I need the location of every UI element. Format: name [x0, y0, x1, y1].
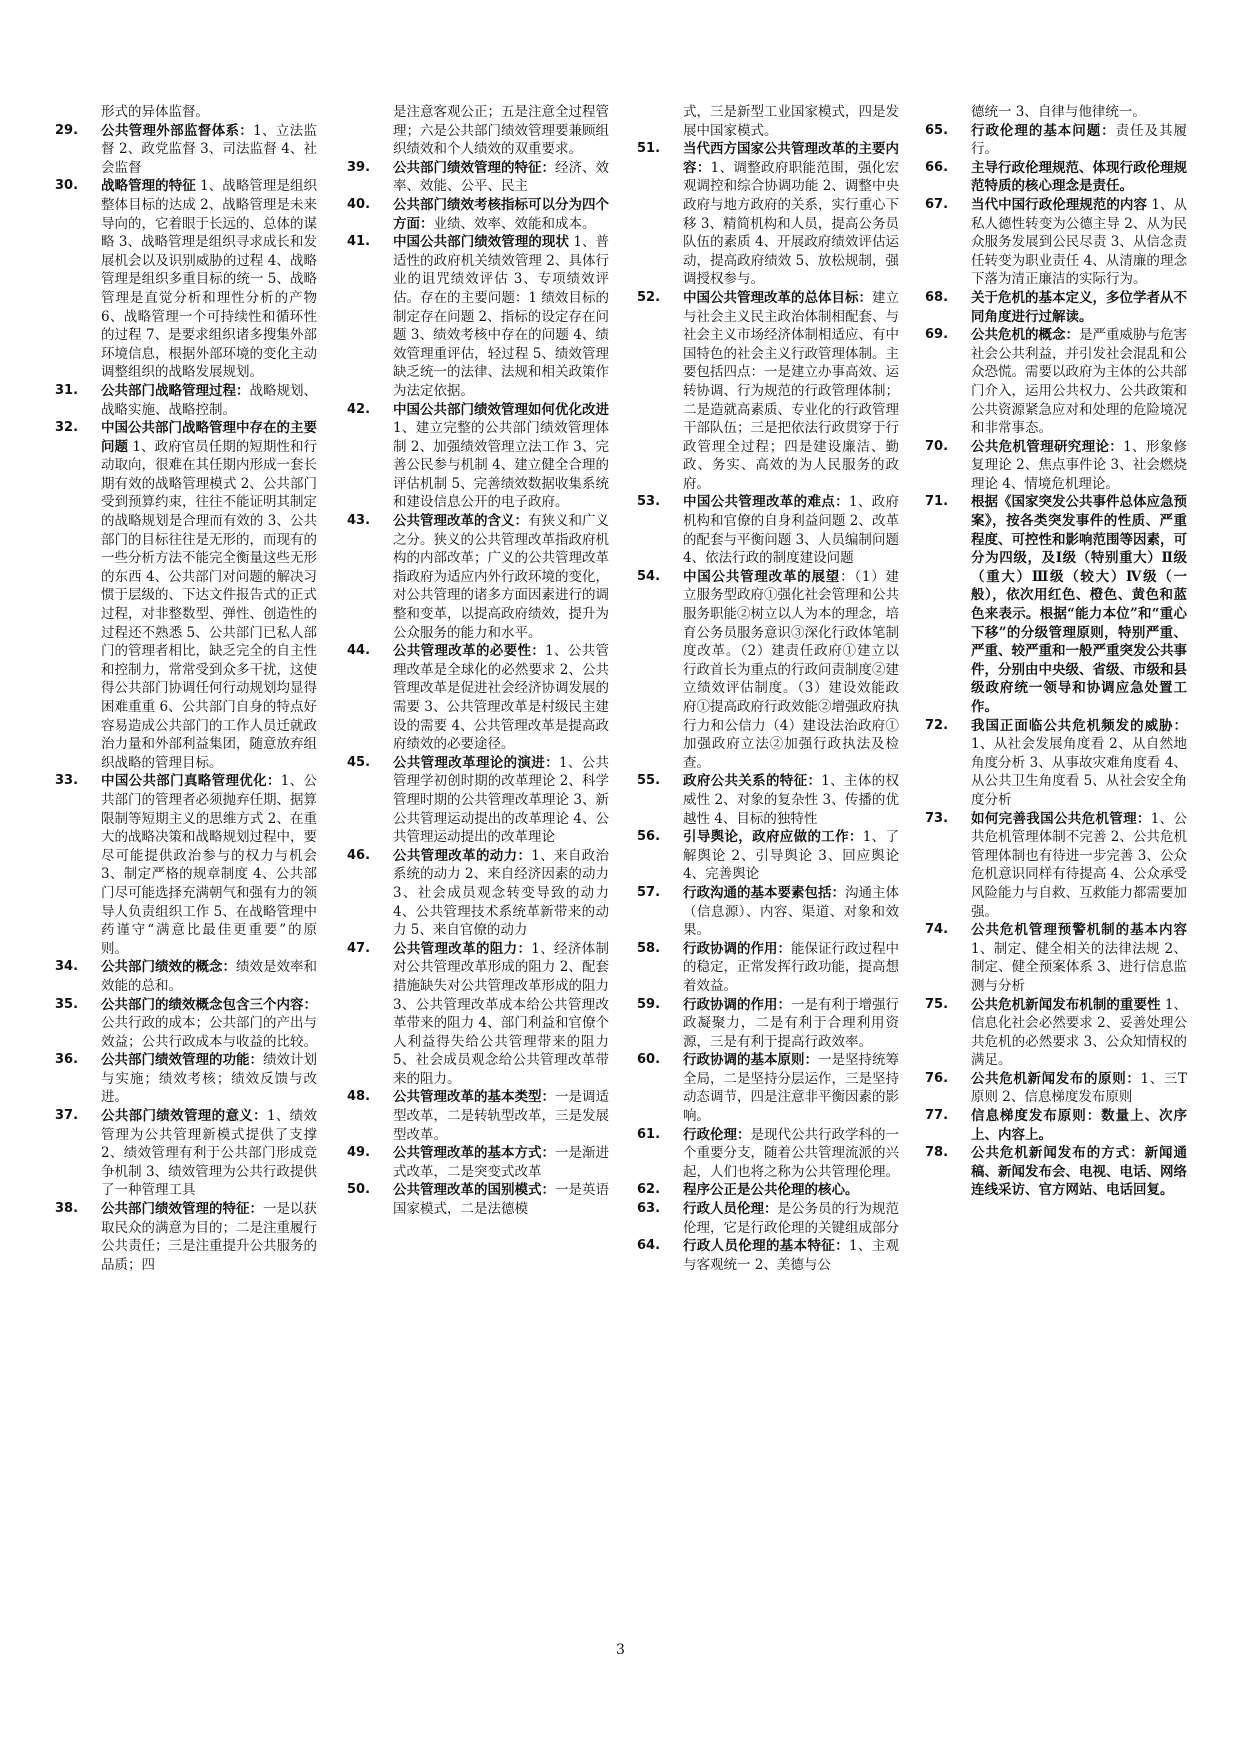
list-item — [925, 1070, 1187, 1107]
item-heading: 公共部门的绩效概念包含三个内容： — [101, 996, 317, 1013]
item-heading: 公共管理改革的国别模式： — [393, 1182, 555, 1199]
item-heading: 公共危机新闻发布的方式：新闻通稿、新闻发布会、电视、电话、网络连线采访、官方网站、电话回复。 — [971, 1145, 1187, 1199]
column-4 — [925, 103, 1187, 1200]
item-body: 公共行政的成本；公共部门的产出与效益；公共行政成本与收益的比较。 — [101, 1015, 317, 1050]
list-item — [637, 828, 899, 884]
item-number: 78. — [925, 1145, 949, 1161]
item-heading: 中国公共管理改革的难点： — [683, 494, 849, 511]
item-body: 一是英语国家模式，二是法德模 — [393, 1182, 609, 1218]
item-number: 40. — [347, 196, 371, 212]
item-content — [683, 1237, 899, 1274]
item-number: 44. — [347, 643, 371, 659]
list-item — [925, 493, 1187, 716]
item-number: 36. — [55, 1052, 79, 1068]
item-number: 64. — [637, 1238, 661, 1254]
item-body: 1、形象修复理论 2、焦点事件论 3、社会燃烧理论 4、情境危机理论。 — [971, 438, 1188, 492]
item-heading: 行政协调的作用： — [683, 996, 791, 1013]
item-number: 29. — [55, 122, 79, 138]
list-item — [925, 159, 1187, 196]
list-item — [925, 996, 1187, 1070]
item-body: 责任及其履行。 — [971, 122, 1188, 158]
list-item — [55, 1200, 317, 1274]
item-content — [683, 1181, 899, 1200]
item-heading: 行政伦理： — [683, 1126, 751, 1143]
item-number: 63. — [637, 1201, 661, 1217]
item-body: 1、普适性的政府机关绩效管理 2、具体行业的诅咒绩效评估 3、专项绩效评估。存在的主要问题：1 绩效目标的制定存在问题 2、指标的设定存在问题 3、绩效考核中存在的问题 4、绩效管理重评估，轻过程 5、绩效管理缺乏统一的法律、法规和相关政策作为法定依据。 — [393, 234, 609, 399]
item-number: 53. — [637, 494, 661, 510]
item-number: 67. — [925, 196, 949, 212]
item-body: 沟通主体（信息源）、内容、渠道、对象和效果。 — [683, 884, 899, 939]
item-content — [393, 642, 609, 754]
item-heading: 主导行政伦理规范、体现行政伦理规范特质的核心理念是责任。 — [971, 159, 1187, 195]
list-item — [347, 512, 609, 642]
list-item — [637, 772, 899, 828]
item-body: 1、主体的权威性 2、对象的复杂性 3、传播的优越性 4、目标的独特性 — [683, 773, 900, 827]
item-number: 76. — [925, 1070, 949, 1086]
list-item — [55, 103, 317, 122]
list-item — [637, 1051, 899, 1125]
item-heading: 公共部门绩效管理的功能： — [101, 1052, 263, 1069]
item-body: 一是调适型改革，二是转轨型改革，三是发展型改革。 — [393, 1089, 609, 1143]
item-content — [971, 289, 1187, 326]
list-item — [55, 772, 317, 958]
item-number: 66. — [925, 159, 949, 175]
item-heading: 公共危机管理预警机制的基本内容 — [971, 922, 1187, 939]
item-body: 1、战略管理是组织整体目标的达成 2、战略管理是未来导向的，它着眼于长远的、总体的谋略 3、战略管理是组织寻求成长和发展机会以及识别威胁的过程 4、战略管理是组织多重目标的统一 5、战略管理是直觉分析和理性分析的产物 6、战略管理一个可持续性和循环性的过程 7、是要求组织诸多搜集外部环境信息，根据外部环境的变化主动调整组织的战略发展规划。 — [101, 178, 318, 381]
item-content — [971, 921, 1187, 995]
item-body: 能保证行政过程中的稳定，正常发挥行政功能，提高想着效益。 — [683, 940, 899, 994]
item-content — [683, 493, 899, 567]
item-number: 50. — [347, 1182, 371, 1198]
item-content — [971, 122, 1187, 159]
list-item — [347, 103, 609, 159]
item-body: 一是有利于增强行政凝聚力，二是有利于合理利用资源，三是有利于提高行政效率。 — [683, 996, 899, 1050]
list-item — [637, 1181, 899, 1200]
item-content — [101, 996, 317, 1052]
item-number: 52. — [637, 289, 661, 305]
item-content — [101, 382, 317, 419]
item-number: 35. — [55, 996, 79, 1012]
item-body: 1、公共危机管理体制不完善 2、公共危机管理体制也有待进一步完善 3、公众危机意识同样有待提高 4、公众承受风险能力与自救、互救能力都需要加强。 — [971, 810, 1188, 920]
item-heading: 公共管理改革的基本类型： — [393, 1089, 555, 1106]
item-content — [393, 1181, 609, 1218]
list-item — [55, 1107, 317, 1200]
item-number: 59. — [637, 996, 661, 1012]
item-body: 1、主观与客观统一 2、美德与公 — [683, 1238, 900, 1273]
item-number: 33. — [55, 773, 79, 789]
item-body: 1、信息化社会必然要求 2、妥善处理公共危机的必然要求 3、公众知情权的满足。 — [971, 996, 1188, 1069]
list-item — [925, 717, 1187, 810]
item-body: 1、立法监督 2、政党监督 3、司法监督 4、社会监督 — [101, 122, 318, 176]
item-body: 是现代公共行政学科的一个重要分支，随着公共管理流派的兴起，人们也将之称为公共管理伦理。 — [683, 1126, 899, 1180]
item-content — [393, 401, 609, 513]
item-heading: 公共管理改革的含义： — [393, 513, 528, 530]
item-body: 1、经济体制对公共管理改革形成的阻力 2、配套措施缺失对公共管理改革形成的阻力 3、公共管理改革成本给公共管理改革带来的阻力 4、部门利益和官僚个人利益得失给公共管理带来的阻力 5、社会成员观念给公共管理改革带来的阻力。 — [393, 940, 610, 1087]
item-content — [971, 1070, 1187, 1107]
item-content — [683, 289, 899, 494]
item-content — [683, 568, 899, 773]
item-heading: 我国正面临公共危机频发的威胁： — [971, 717, 1187, 734]
page-number: 3 — [616, 1642, 625, 1658]
item-content — [683, 884, 899, 940]
item-heading: 战略管理的特征 — [101, 178, 196, 195]
item-content — [393, 1088, 609, 1144]
list-item — [925, 196, 1187, 289]
item-content — [393, 233, 609, 400]
item-heading: 公共部门绩效管理的意义： — [101, 1108, 267, 1125]
item-body: 一是以获取民众的满意为目的；二是注重履行公共责任；三是注重提升公共服务的品质；四 — [101, 1201, 317, 1273]
item-number: 46. — [347, 847, 371, 863]
item-heading: 公共部门战略管理过程： — [101, 382, 250, 399]
item-content — [971, 493, 1187, 716]
list-item — [637, 103, 899, 140]
list-item — [55, 177, 317, 382]
item-number: 30. — [55, 178, 79, 194]
item-content — [393, 196, 609, 233]
item-body: 1、公共管理改革是全球化的必然要求 2、公共管理改革是促进社会经济协调发展的需要 3、公共管理改革是村级民主建设的需要 4、公共管理改革是提高政府绩效的必要途径。 — [393, 643, 610, 753]
list-item — [55, 996, 317, 1052]
list-item — [925, 326, 1187, 438]
item-heading: 当代西方国家公共管理改革的主要内容： — [683, 141, 899, 176]
item-heading: 中国公共部门真略管理优化： — [101, 773, 281, 790]
item-body: 一是渐进式改革，二是突变式改革 — [393, 1145, 609, 1180]
column-3 — [637, 103, 899, 1274]
list-item — [925, 1144, 1187, 1200]
item-number: 60. — [637, 1052, 661, 1068]
item-body: 绩效计划与实施；绩效考核；绩效反馈与改进。 — [101, 1052, 317, 1106]
list-item — [55, 958, 317, 995]
item-number: 31. — [55, 382, 79, 398]
item-body: 1、政府官员任期的短期性和行动取向，很难在其任期内形成一套长期有效的战略管理模式 2、公共部门受到预算约束，往往不能证明其制定的战略规划是合理而有效的 3、公共部门的目标往往是无形的，而现有的一些分析方法不能完全衡量这些无形的东西 4、公共部门对问题的解决习惯于层级的、下达文件报告式的正式过程，对非整数型、弹性、创造性的过程还不熟悉 5、公共部门已私人部门的管理者相比，缺乏完全的自主性和控制力，常常受到众多干扰，这使得公共部门协调任何行动规划均显得困难重重 6、公共部门自身的特点好容易造成公共部门的工作人员迁就政治力量和外部利益集团，随意放弃组织战略的管理目标。 — [101, 438, 317, 771]
item-number: 45. — [347, 754, 371, 770]
item-heading: 中国公共管理改革的总体目标： — [683, 289, 872, 306]
item-number: 51. — [637, 141, 661, 157]
item-body: 1、绩效管理为公共管理新模式提供了支撑 2、绩效管理有利于公共部门形成竞争机制 3、绩效管理为公共行政提供了一种管理工具 — [101, 1108, 318, 1199]
item-number: 48. — [347, 1089, 371, 1105]
list-item — [925, 122, 1187, 159]
item-heading: 引导舆论，政府应做的工作： — [683, 829, 863, 846]
item-content — [971, 103, 1187, 122]
list-item — [347, 940, 609, 1089]
item-heading: 行政沟通的基本要素包括： — [683, 884, 845, 901]
list-item — [637, 568, 899, 773]
item-body: 1、来自政治系统的动力 2、来自经济因素的动力 3、社会成员观念转变导致的动力 4、公共管理技术系统革新带来的动力 5、来自官僚的动力 — [393, 847, 610, 939]
item-content — [393, 159, 609, 196]
item-number: 75. — [925, 996, 949, 1012]
item-body: 1、从社会发展角度看 2、从自然地角度分析 3、从事故灾难角度看 4、从公共卫生角度看 5、从社会安全角度分析 — [971, 736, 1187, 808]
item-content — [101, 103, 317, 122]
list-item — [637, 940, 899, 996]
item-content — [393, 103, 609, 159]
item-heading: 当代中国行政伦理规范的内容 — [971, 196, 1147, 213]
item-body: 1、公共管理学初创时期的改革理论 2、科学管理时期的公共管理改革理论 3、新公共管理运动提出的改革理论 4、公共管理运动提出的改革理论 — [393, 754, 610, 846]
list-item — [347, 196, 609, 233]
item-content — [101, 1200, 317, 1274]
item-content — [393, 940, 609, 1089]
item-number: 57. — [637, 884, 661, 900]
item-body: 式，三是新型工业国家模式，四是发展中国家模式。 — [683, 104, 899, 139]
item-number: 37. — [55, 1108, 79, 1124]
item-number: 39. — [347, 159, 371, 175]
list-item — [55, 1051, 317, 1107]
item-number: 49. — [347, 1145, 371, 1161]
item-content — [101, 1107, 317, 1200]
item-body: 有狭义和广义之分。狭义的公共管理改革指政府机构的内部改革；广义的公共管理改革指政府为适应内外行政环境的变化，对公共管理的诸多方面因素进行的调整和变革，以提高政府绩效，提升为公众服务的能力和水平。 — [393, 513, 609, 641]
item-number: 34. — [55, 959, 79, 975]
item-heading: 信息梯度发布原则：数量上、次序上、内容上。 — [971, 1108, 1187, 1143]
list-item — [637, 140, 899, 289]
item-heading: 行政人员伦理： — [683, 1201, 778, 1218]
list-item — [925, 1107, 1187, 1144]
item-heading: 公共部门绩效管理的特征： — [101, 1201, 263, 1218]
item-heading: 公共部门绩效管理的特征： — [393, 159, 555, 176]
item-content — [971, 1107, 1187, 1144]
item-number: 38. — [55, 1201, 79, 1217]
list-item — [347, 233, 609, 400]
list-item — [637, 493, 899, 567]
item-content — [683, 828, 899, 884]
item-body: 经济、效率、效能、公平、民主 — [393, 159, 609, 195]
item-body: 德统一 3、自律与他律统一。 — [971, 104, 1146, 120]
item-body: 一是坚持统筹全局，二是坚持分层运作，三是坚持动态调节，四是注意非平衡因素的影响。 — [683, 1052, 899, 1125]
list-item — [637, 289, 899, 494]
item-number: 73. — [925, 810, 949, 826]
item-number: 41. — [347, 234, 371, 250]
item-number: 68. — [925, 289, 949, 305]
item-number: 42. — [347, 401, 371, 417]
item-body: 1、调整政府职能范围，强化宏观调控和综合协调功能 2、调整中央政府与地方政府的关系，实行重心下移 3、精简机构和人员，提高公务员队伍的素质 4、开展政府绩效评估运动，提高政府绩效 5、放松规制，强调授权参与。 — [683, 159, 899, 288]
item-content — [971, 810, 1187, 922]
item-body: 业绩、效率、效能和成本。 — [433, 215, 596, 232]
item-heading: 程序公正是公共伦理的核心。 — [683, 1182, 859, 1199]
item-number: 43. — [347, 513, 371, 529]
item-heading: 中国公共管理改革的展望 — [683, 568, 841, 585]
item-body: 1、了解舆论 2、引导舆论 3、回应舆论 4、完善舆论 — [683, 829, 900, 883]
list-item — [347, 1088, 609, 1144]
item-heading: 公共管理改革理论的演进： — [393, 754, 559, 771]
item-content — [971, 438, 1187, 494]
item-heading: 公共危机的概念： — [971, 327, 1079, 344]
item-content — [683, 996, 899, 1052]
item-content — [971, 1144, 1187, 1200]
item-content — [683, 772, 899, 828]
item-heading: 公共管理改革的阻力： — [393, 940, 532, 957]
item-body: 形式的异体监督。 — [101, 104, 209, 120]
item-content — [971, 996, 1187, 1070]
item-heading: 如何完善我国公共危机管理： — [971, 810, 1151, 827]
item-number: 58. — [637, 940, 661, 956]
item-content — [393, 512, 609, 642]
item-content — [101, 122, 317, 178]
item-body: ：（1）建立服务型政府①强化社会管理和公共服务职能②树立以人为本的理念，培育公务员服务意识③深化行政体笔制度改革。（2）建责任政府①建立以行政首长为重点的行政问责制度②建立绩效评估制度。（3）建设效能政府①提高政府行政效能②增强政府执行力和公信力（4）建设法治政府①加强政府立法②加强行政执法及检查。 — [683, 568, 900, 771]
item-heading: 政府公共关系的特征： — [683, 773, 822, 790]
item-heading: 公共部门绩效的概念： — [101, 959, 236, 976]
item-body: 是公务员的行为规范伦理，它是行政伦理的关键组成部分 — [683, 1201, 899, 1236]
item-content — [971, 326, 1187, 438]
item-heading: 公共管理改革的动力： — [393, 847, 532, 864]
item-number: 65. — [925, 122, 949, 138]
item-body: 1、公共部门的管理者必须抛弃任期、据算限制等短期主义的思维方式 2、在重大的战略决策和战略规划过程中，要尽可能提供政治参与的权力与机会 3、制定严格的规章制度 4、公共部门尽可能选择充满朝气和强有力的领导人负责组织工作 5、在战略管理中药谨守“满意比最佳更重要”的原则。 — [101, 773, 318, 957]
item-body: 是严重威胁与危害社会公共利益，并引发社会混乱和公众恐慌。需要以政府为主体的公共部门介入，运用公共权力、公共政策和公共资源紧急应对和处理的危险境况和非常事态。 — [971, 327, 1187, 437]
column-2 — [347, 103, 609, 1219]
item-number: 71. — [925, 494, 949, 510]
list-item — [925, 921, 1187, 995]
list-item — [637, 1237, 899, 1274]
item-number: 69. — [925, 327, 949, 343]
item-body: 绩效是效率和效能的总和。 — [101, 959, 317, 994]
item-content — [101, 772, 317, 958]
list-item — [925, 438, 1187, 494]
list-item — [637, 1200, 899, 1237]
item-body: 1、制定、健全相关的法律法规 2、制定、健全预案体系 3、进行信息监测与分析 — [971, 940, 1187, 994]
item-content — [971, 717, 1187, 810]
item-content — [683, 140, 899, 289]
item-heading: 行政协调的作用： — [683, 940, 791, 957]
item-heading: 关于危机的基本定义，多位学者从不同角度进行过解读。 — [971, 289, 1187, 325]
list-item — [925, 289, 1187, 326]
item-content — [683, 940, 899, 996]
item-body: 战略规划、战略实施、战略控制。 — [101, 382, 317, 418]
list-item — [637, 884, 899, 940]
item-heading: 行政协调的基本原则： — [683, 1052, 818, 1069]
item-heading: 公共管理改革的必要性： — [393, 643, 546, 660]
list-item — [637, 996, 899, 1052]
item-content — [393, 847, 609, 940]
list-item — [347, 754, 609, 847]
item-content — [683, 1126, 899, 1182]
item-body: 1、三T原则 2、信息梯度发布原则 — [971, 1070, 1188, 1106]
list-item — [347, 1181, 609, 1218]
item-heading: 行政伦理的基本问题： — [971, 122, 1116, 139]
item-heading: 公共管理改革的基本方式： — [393, 1145, 555, 1162]
list-item — [637, 1126, 899, 1182]
item-content — [101, 419, 317, 772]
item-content — [683, 103, 899, 140]
item-heading: 中国公共部门战略管理中存在的主要问题 — [101, 420, 317, 455]
item-content — [101, 177, 317, 382]
item-body: 是注意客观公正；五是注意全过程管理；六是公共部门绩效管理要兼顾组织绩效和个人绩效的双重要求。 — [393, 104, 609, 158]
item-number: 62. — [637, 1182, 661, 1198]
item-heading: 根据《国家突发公共事件总体应急预案》，按各类突发事件的性质、严重程度、可控性和影响范围等因素，可分为四级，及Ⅰ级（特别重大）Ⅱ级（重大）Ⅲ级（较大）Ⅳ级（一般），依次用红色、橙色、黄色和蓝色来表示。根据“能力本位”和“重心下移”的分级管理原则，特别严重、严重、较严重和一般严重突发公共事件，分别由中央级、省级、市级和县级政府统一领导和协调应急处置工作。 — [971, 494, 1187, 715]
item-number: 74. — [925, 922, 949, 938]
item-number: 56. — [637, 829, 661, 845]
item-body: 1、政府机构和官僚的自身利益问题 2、改革的配套与平衡问题 3、人员编制问题 4、依法行政的制度建设问题 — [683, 494, 900, 567]
list-item — [55, 419, 317, 772]
item-content — [971, 159, 1187, 196]
item-heading: 行政人员伦理的基本特征： — [683, 1238, 849, 1255]
item-heading: 公共管理外部监督体系： — [101, 122, 254, 139]
item-content — [101, 1051, 317, 1107]
list-item — [347, 642, 609, 754]
item-body: 1、从私人德性转变为公德主导 2、从为民众服务发展到公民尽责 3、从信念责任转变为职业责任 4、从清廉的理念下落为清正廉洁的实际行为。 — [971, 196, 1187, 288]
list-item — [347, 847, 609, 940]
list-item — [55, 382, 317, 419]
item-number: 55. — [637, 773, 661, 789]
item-heading: 公共危机新闻发布的原则： — [971, 1070, 1141, 1087]
item-heading: 公共危机新闻发布机制的重要性 — [971, 996, 1161, 1013]
item-content — [971, 196, 1187, 289]
item-heading: 中国公共部门绩效管理如何优化改进 — [393, 401, 609, 418]
item-number: 61. — [637, 1126, 661, 1142]
list-item — [347, 401, 609, 513]
item-number: 77. — [925, 1108, 949, 1124]
column-1 — [55, 103, 317, 1274]
item-heading: 中国公共部门绩效管理的现状 — [393, 234, 569, 251]
list-item — [347, 1144, 609, 1181]
item-number: 72. — [925, 717, 949, 733]
item-heading: 公共部门绩效考核指标可以分为四个方面： — [393, 196, 609, 232]
list-item — [55, 122, 317, 178]
item-content — [683, 1200, 899, 1237]
item-content — [393, 1144, 609, 1181]
item-content — [683, 1051, 899, 1125]
list-item — [925, 810, 1187, 922]
item-body: 1、建立完整的公共部门绩效管理体制 2、加强绩效管理立法工作 3、完善公民参与机制 4、建立健全合理的评估机制 5、完善绩效数据收集系统和建设信息公开的电子政府。 — [393, 420, 609, 511]
list-item — [925, 103, 1187, 122]
list-item — [347, 159, 609, 196]
item-number: 54. — [637, 568, 661, 584]
item-content — [101, 958, 317, 995]
item-body: 建立与社会主义民主政治体制相配套、与社会主义市场经济体制相适应、有中国特色的社会主义行政管理体制。主要包括四点：一是建立办事高效、运转协调、行为规范的行政管理体制；二是造就高素质、专业化的行政管理干部队伍；三是把依法行政贯穿于行政管理全过程；四是建设廉洁、勤政、务实、高效的为人民服务的政府。 — [683, 289, 899, 492]
item-number: 70. — [925, 438, 949, 454]
item-content — [393, 754, 609, 847]
item-number: 32. — [55, 420, 79, 436]
item-number: 47. — [347, 940, 371, 956]
item-heading: 公共危机管理研究理论： — [971, 438, 1124, 455]
